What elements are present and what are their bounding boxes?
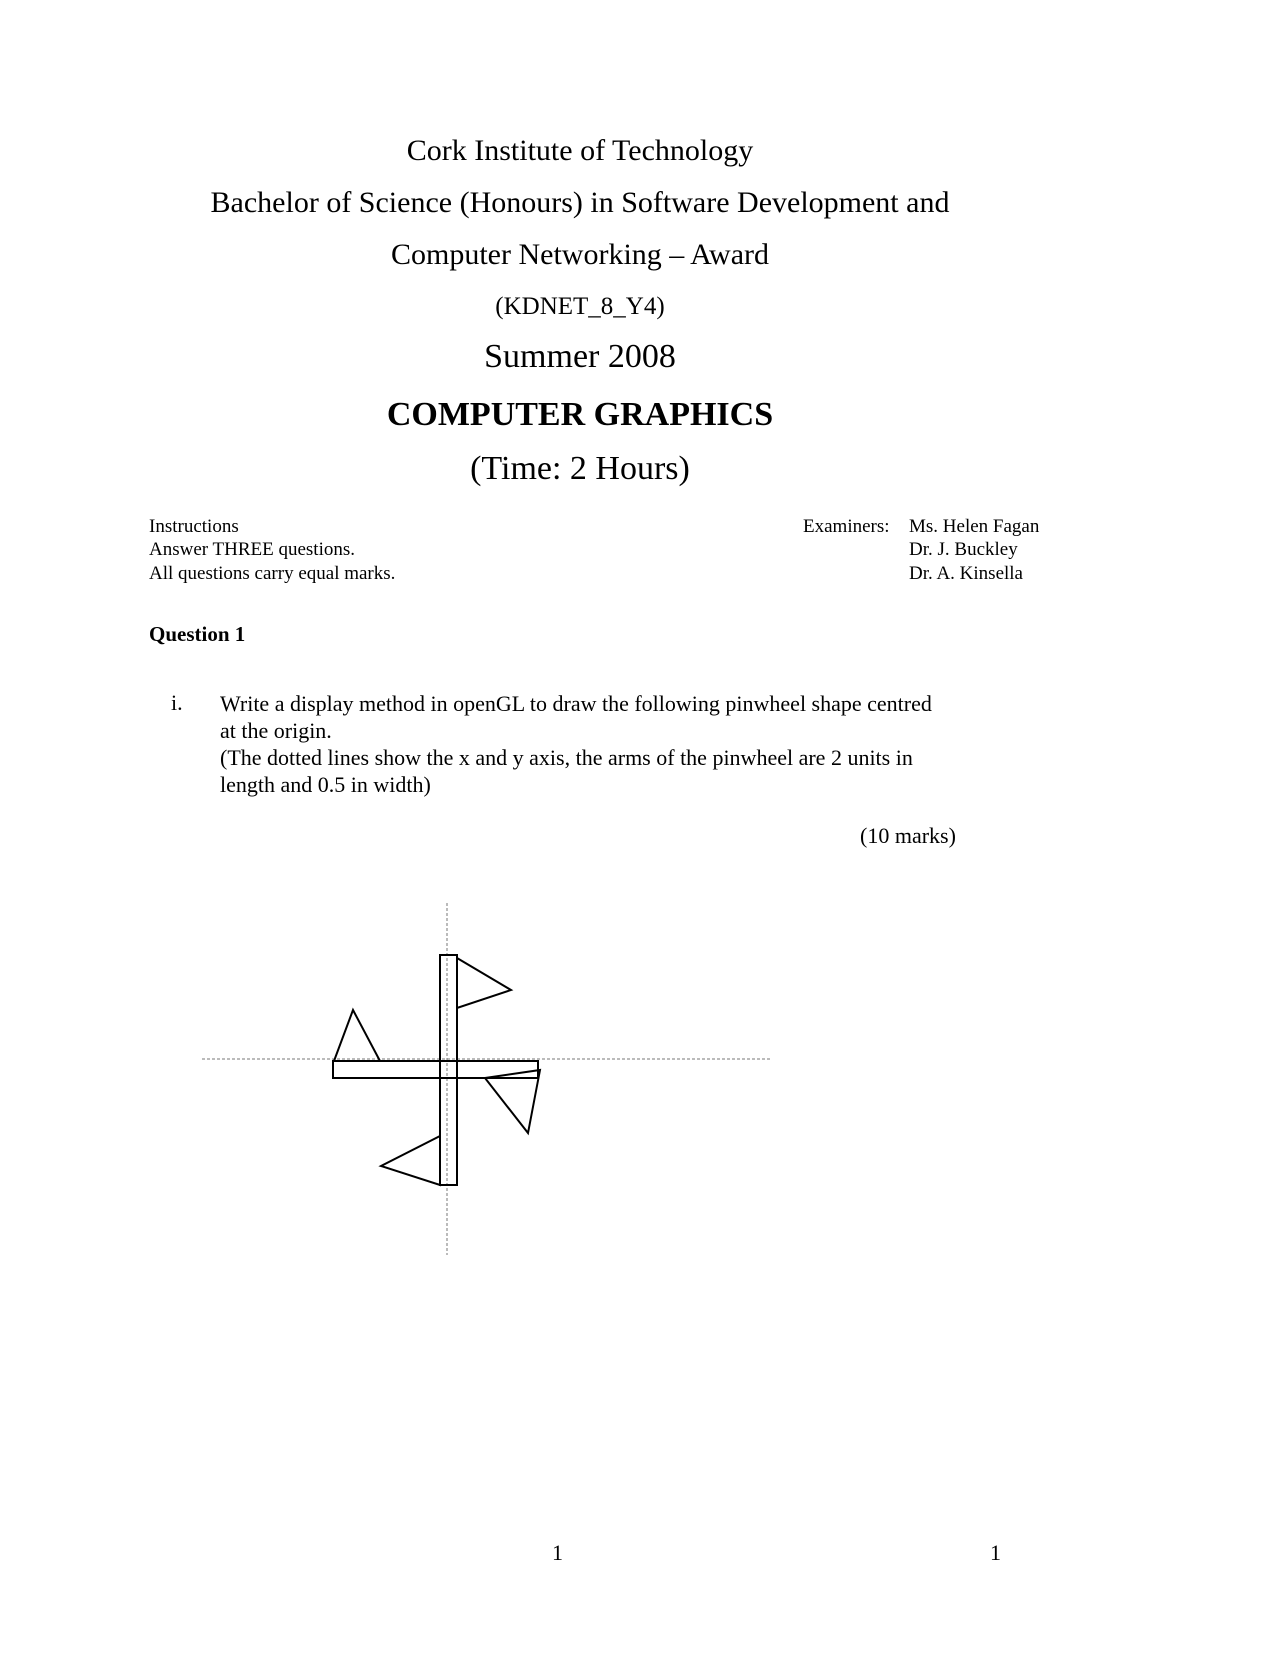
exam-term: Summer 2008 bbox=[484, 338, 676, 375]
course-code: (KDNET_8_Y4) bbox=[495, 293, 665, 320]
pinwheel-blade-right bbox=[485, 1070, 540, 1133]
examiner-name-2: Dr. J. Buckley bbox=[909, 539, 1018, 560]
question-text-line-3: (The dotted lines show the x and y axis, the arms of the pinwheel are 2 units in bbox=[220, 745, 913, 770]
question-part-number: i. bbox=[171, 690, 183, 715]
question-text-line-4: length and 0.5 in width) bbox=[220, 772, 431, 797]
page-number-center: 1 bbox=[552, 1540, 563, 1565]
instructions-line-2: All questions carry equal marks. bbox=[149, 563, 396, 584]
exam-duration: (Time: 2 Hours) bbox=[470, 450, 690, 487]
question-text-line-2: at the origin. bbox=[220, 718, 332, 743]
instructions-line-1: Answer THREE questions. bbox=[149, 539, 355, 560]
page-number-right: 1 bbox=[990, 1540, 1001, 1565]
question-title: Question 1 bbox=[149, 622, 246, 646]
pinwheel-blade-top bbox=[457, 958, 511, 1008]
exam-subject: COMPUTER GRAPHICS bbox=[386, 396, 774, 433]
examiner-name-3: Dr. A. Kinsella bbox=[909, 563, 1023, 584]
institution-name: Cork Institute of Technology bbox=[406, 134, 754, 167]
question-text-line-1: Write a display method in openGL to draw the following pinwheel shape centred bbox=[220, 691, 932, 716]
pinwheel-vertical-arm bbox=[440, 955, 457, 1185]
pinwheel-blade-left bbox=[334, 1010, 380, 1061]
examiner-name-1: Ms. Helen Fagan bbox=[909, 516, 1040, 537]
pinwheel-blade-bottom bbox=[381, 1136, 440, 1185]
question-marks: (10 marks) bbox=[860, 823, 956, 848]
instructions-heading: Instructions bbox=[149, 516, 239, 537]
programme-title-line2: Computer Networking – Award bbox=[390, 238, 770, 271]
programme-title-line1: Bachelor of Science (Honours) in Software Development and bbox=[210, 186, 950, 219]
examiners-label: Examiners: bbox=[803, 516, 890, 537]
